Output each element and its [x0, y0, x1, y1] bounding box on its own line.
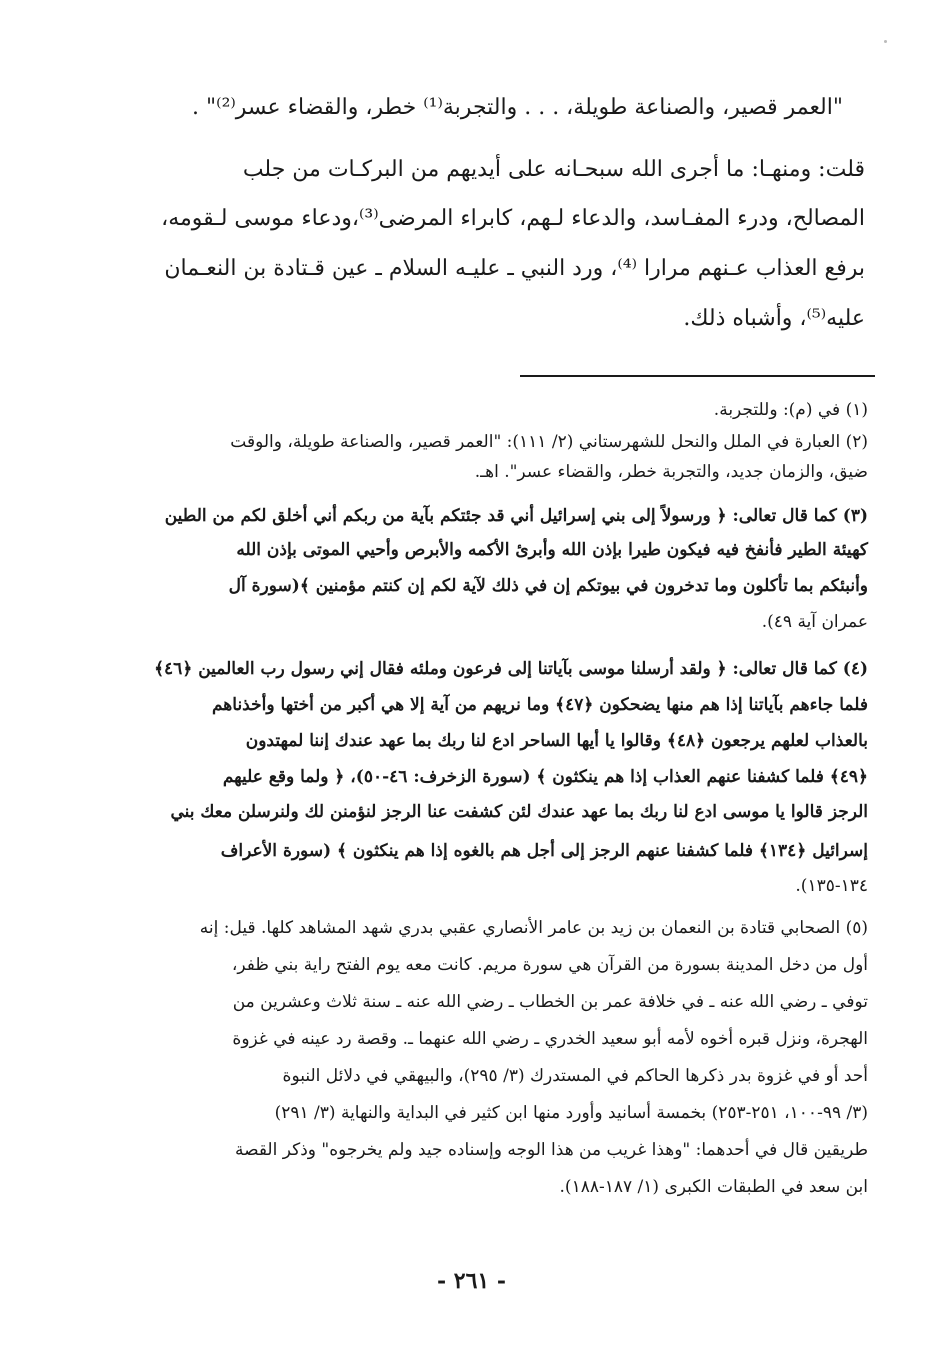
footnote-line: (٥) الصحابي قتادة بن النعمان بن زيد بن عامر الأنصاري عقبي بدري شهد المشاهد كلها. قيل: إنه: [199, 918, 868, 938]
footnote-line: أحد أو في غزوة بدر ذكرها الحاكم في المستدرك (٣/ ٢٩٥)، والبيهقي في دلائل النبوة: [282, 1066, 868, 1086]
footnote-line: وأنبئكم بما تأكلون وما تدخرون في بيوتكم إن في ذلك لآية لكم إن كنتم مؤمنين ﴾(سورة آل: [228, 576, 868, 596]
footnote-line: كهيئة الطير فأنفخ فيه فيكون طيرا بإذن الله وأبرئ الأكمه والأبرص وأحيي الموتى بإذن الله: [236, 540, 868, 560]
footnote-line: الرجز قالوا يا موسى ادع لنا ربك بما عهد عندك لئن كشفت عنا الرجز لنؤمنن لك ولنرسلن معك بني: [170, 802, 868, 822]
footnote-line: إسرائيل ﴿١٣٤﴾ فلما كشفنا عنهم الرجز إلى أجل هم بالغوه إذا هم ينكثون ﴾ (سورة الأعراف: [220, 841, 868, 861]
footnote-line: ﴿٤٩﴾ فلما كشفنا عنهم العذاب إذا هم ينكثون ﴾ (سورة الزخرف: ٤٦-٥٠)، ﴿ ولما وقع عليهم: [222, 767, 868, 787]
body-line: "العمر قصير، والصناعة طويلة، . . . والتجربة⁽¹⁾ خطر، والقضاء عسر⁽²⁾" .: [192, 95, 843, 120]
footnote-line: طريقين قال في أحدهما: "وهذا غريب من هذا الوجه وإسناده جيد ولم يخرجوه" وذكر القصة: [234, 1140, 868, 1160]
footnote-line: عمران آية ٤٩).: [761, 612, 868, 632]
footnote-line: الهجرة، ونزل قبره أخوه لأمه أبو سعيد الخدري ـ رضي الله عنهما ـ. وقصة رد عينه في غزوة: [232, 1029, 868, 1049]
page-number: - ٢٦١ -: [436, 1268, 507, 1294]
footnote-line: (٣) كما قال تعالى: ﴿ ورسولاً إلى بني إسرائيل أني قد جئتكم بآية من ربكم أني أخلق لكم من الطين: [164, 506, 868, 526]
footnote-line: توفي ـ رضي الله عنه ـ في خلافة عمر بن الخطاب ـ رضي الله عنه ـ سنة ثلاث وعشرين من: [232, 992, 868, 1012]
footnote-line: (١) في (م): وللتجربة.: [713, 400, 868, 420]
scan-speck: [884, 40, 887, 43]
footnote-line: فلما جاءهم بآياتنا إذا هم منها يضحكون ﴿٤٧﴾ وما نريهم من آية إلا هي أكبر من أختها وأخذناهم: [211, 695, 868, 715]
footnote-line: ضيق، والزمان جديد، والتجربة خطر، والقضاء عسر". اهـ.: [474, 462, 868, 482]
body-line: المصالح، ودرء المفـاسد، والدعاء لـهم، كابراء المرضى⁽³⁾،ودعاء موسى لـقومه،: [161, 206, 865, 231]
footnote-divider: [520, 375, 875, 377]
body-line: برفع العذاب عـنهم مرارا ⁽⁴⁾، ورد النبي ـ عليـه السلام ـ عين قـتادة بن النعـمان: [164, 256, 865, 281]
body-line: قلت: ومنهـا: ما أجرى الله سبحـانه على أيديهم من البركـات من جلب: [242, 157, 865, 182]
body-line: عليه⁽⁵⁾، وأشباه ذلك.: [683, 306, 865, 331]
footnote-line: ابن سعد في الطبقات الكبرى (١/ ١٨٧-١٨٨).: [559, 1177, 868, 1197]
footnote-line: أول من دخل المدينة بسورة من القرآن هي سورة مريم. كانت معه يوم الفتح راية بني ظفر،: [231, 955, 868, 975]
footnote-line: بالعذاب لعلهم يرجعون ﴿٤٨﴾ وقالوا يا أيها الساحر ادع لنا ربك بما عهد عندك إننا لمهتدون: [245, 731, 868, 751]
footnote-line: (٣/ ٩٩-١٠٠، ٢٥١-٢٥٣) بخمسة أسانيد وأورد منها ابن كثير في البداية والنهاية (٣/ ٢٩١): [274, 1103, 868, 1123]
footnote-line: (٤) كما قال تعالى: ﴿ ولقد أرسلنا موسى بآياتنا إلى فرعون وملئه فقال إني رسول رب العالمين ﴿٤٦﴾: [154, 659, 868, 679]
footnote-line: ١٣٤-١٣٥).: [795, 876, 868, 896]
footnote-line: (٢) العبارة في الملل والنحل للشهرستاني (٢/ ١١١): "العمر قصير، والصناعة طويلة، والوقت: [230, 432, 868, 452]
